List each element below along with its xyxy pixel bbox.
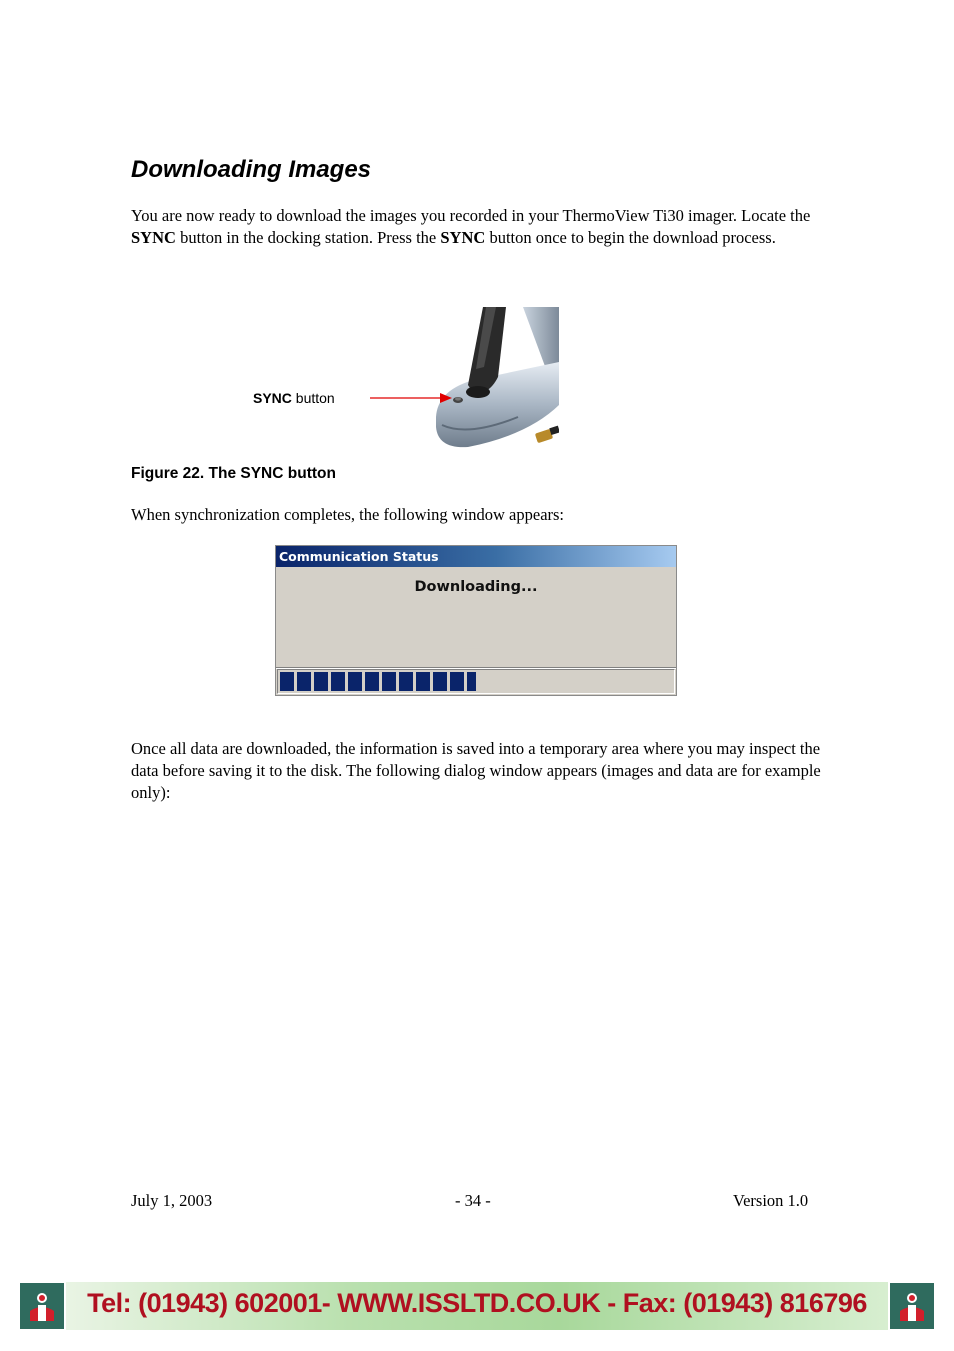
after-download-text: Once all data are downloaded, the information is saved into a temporary area where you may inspect the data before saving it to the disk. The following dialog window appears (images and data are for example only): [131,739,821,802]
sync-complete-text: When synchronization completes, the following window appears: [131,505,565,524]
pointer-arrow-icon [370,391,452,405]
intro-text-2: button in the docking station. Press the [175,228,441,247]
iss-logo-icon [890,1283,934,1329]
banner-contact-text: Tel: (01943) 602001- WWW.ISSLTD.CO.UK - Fax: (01943) 816796 [87,1288,867,1318]
intro-text-3: button once to begin the download process. [485,228,776,247]
contact-banner [20,1282,934,1330]
download-progress-bar [277,669,675,694]
sync-label-bold: SYNC [253,390,292,406]
docking-station-photo [428,307,559,455]
sync-bold-2: SYNC [440,228,486,247]
footer-version: Version 1.0 [733,1191,809,1210]
section-heading: Downloading Images [131,156,372,183]
communication-status-window [275,545,677,696]
sync-bold-1: SYNC [131,228,176,247]
footer-date: July 1, 2003 [131,1191,213,1210]
sync-label-rest: button [291,390,335,406]
intro-text-1: Locate the [741,206,811,225]
sync-button-label [253,390,335,406]
intro-paragraph [131,205,831,249]
window-title-bar: Communication Status [276,546,676,567]
figure-caption: Figure 22. The SYNC button [131,465,336,482]
downloading-message: Downloading... [414,579,538,595]
progress-fill [280,672,476,691]
footer-page-number: - 34 - [455,1191,491,1210]
intro-line-1: You are now ready to download the images you recorded in your ThermoView Ti30 imager. [131,206,738,225]
